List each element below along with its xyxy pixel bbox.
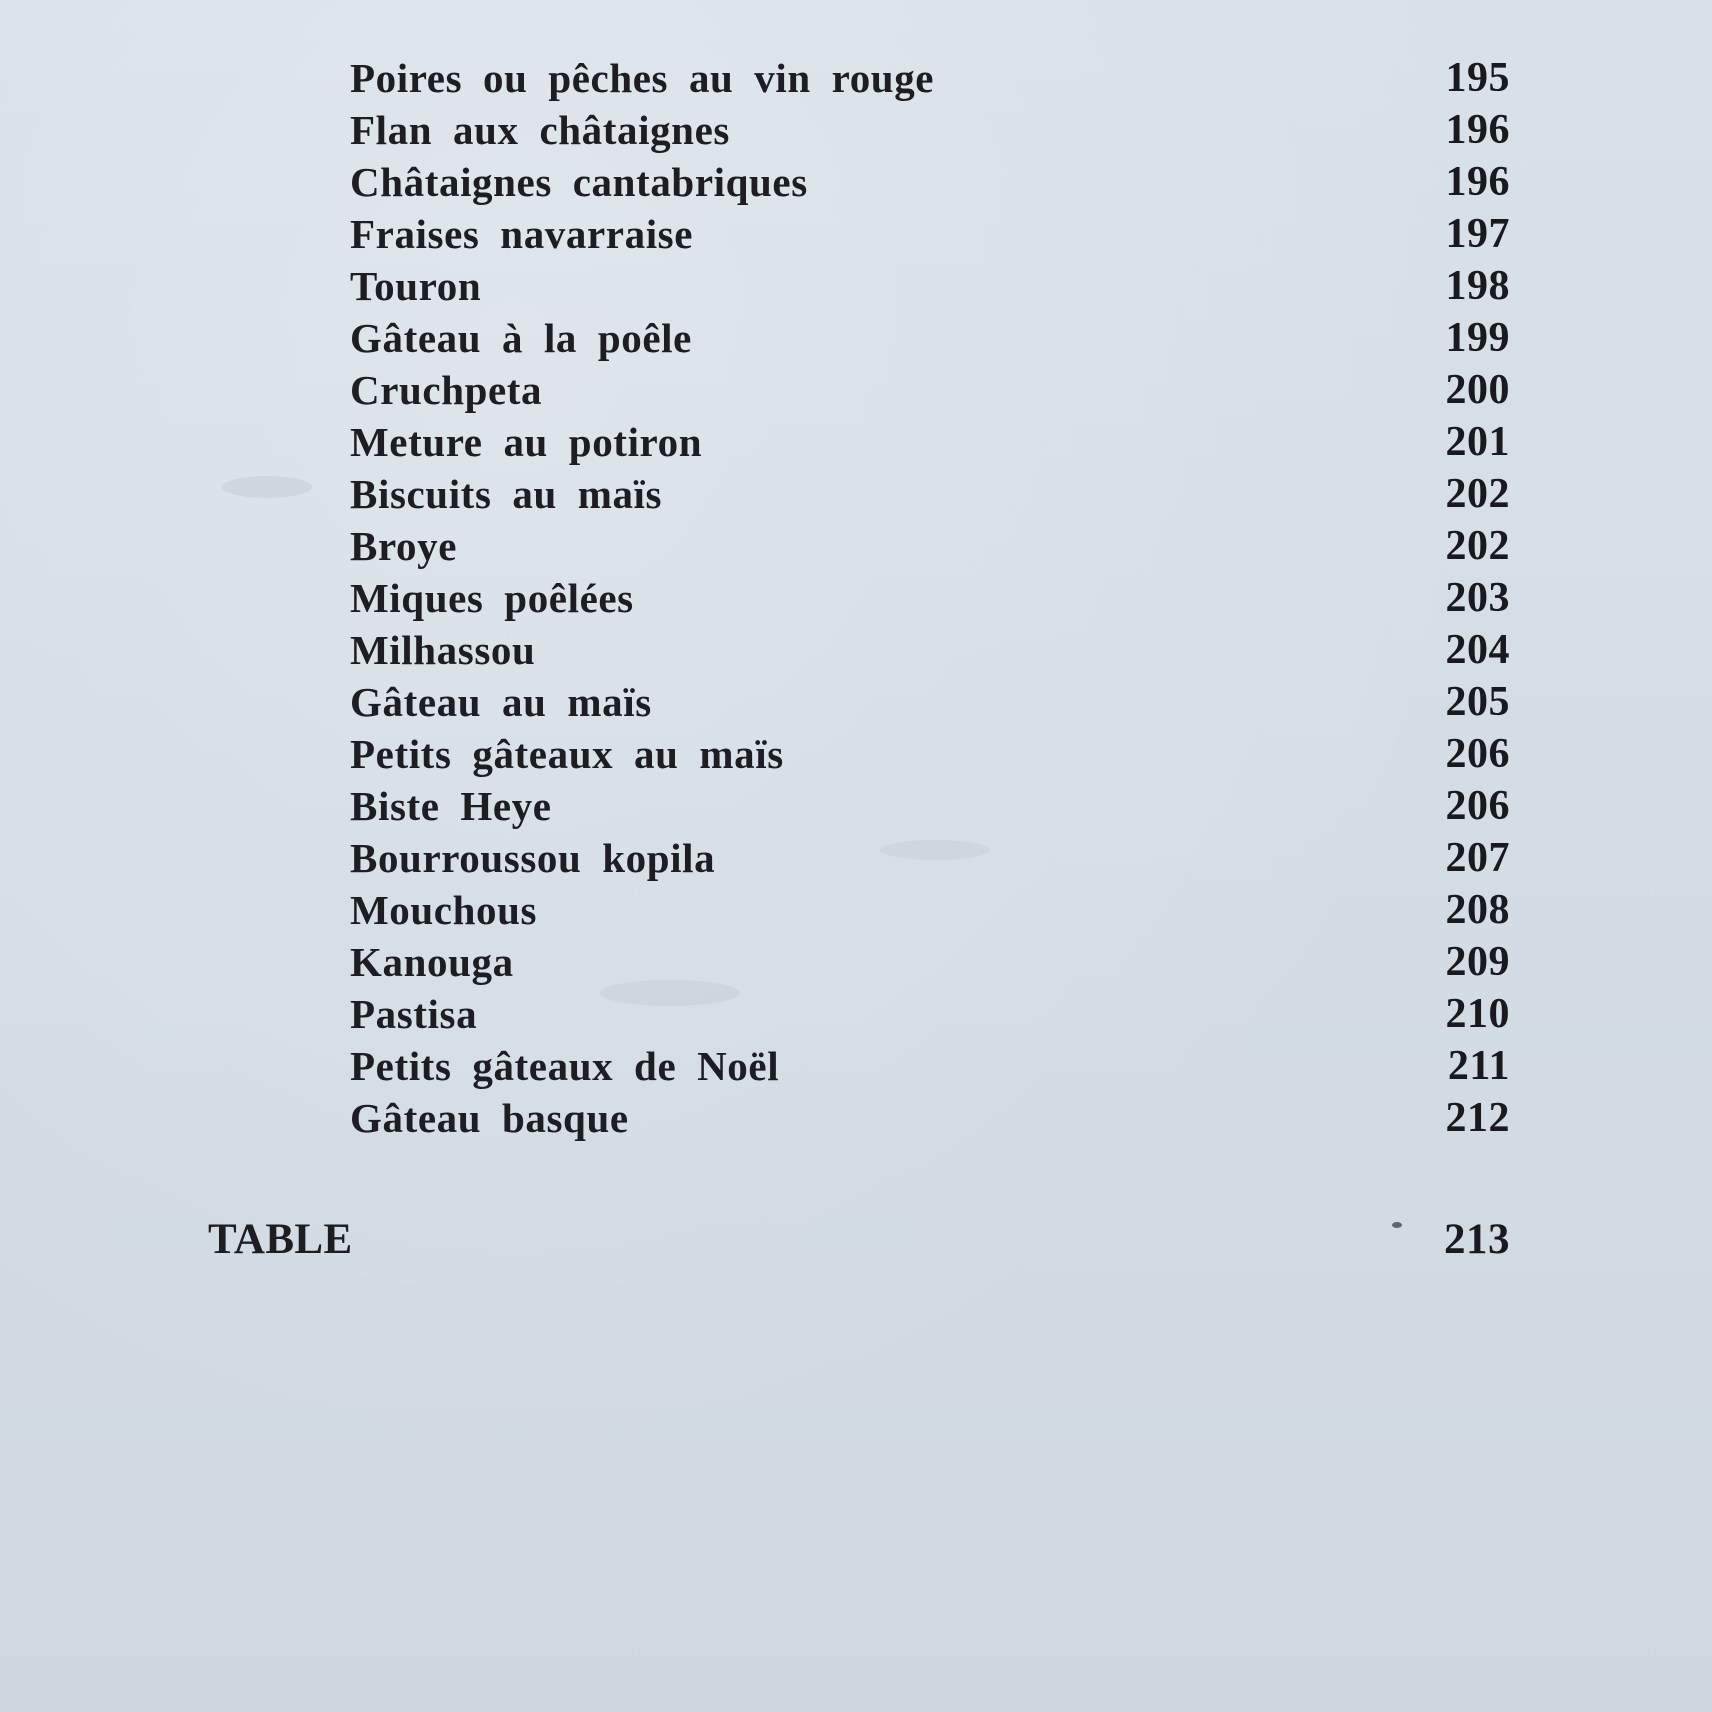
toc-entry — [350, 468, 1510, 520]
toc-entry-title: Kanouga — [350, 939, 514, 985]
toc-entry-title: Biste Heye — [350, 783, 552, 829]
toc-entry-title: Gâteau basque — [350, 1095, 629, 1141]
toc-entry-page: 197 — [1445, 211, 1510, 257]
toc-entry-page: 199 — [1445, 315, 1510, 361]
toc-entry-title: Broye — [350, 523, 458, 569]
toc-entry-title: Mouchous — [350, 887, 538, 933]
toc-entry-title: Miques poêlées — [350, 575, 634, 621]
toc-entry — [350, 780, 1510, 832]
toc-entry-title: Pastisa — [350, 991, 478, 1037]
toc-final-title: TABLE — [208, 1216, 353, 1263]
toc-entry-page: 204 — [1445, 627, 1510, 673]
toc-entry — [350, 312, 1510, 364]
toc-entry-page: 200 — [1445, 367, 1510, 413]
toc-entry — [350, 416, 1510, 468]
toc-entry-page: 195 — [1445, 55, 1510, 101]
toc-entry-page: 202 — [1445, 471, 1510, 517]
toc-final-page: 213 — [1444, 1216, 1510, 1263]
toc-entry-page: 209 — [1445, 939, 1510, 985]
toc-final-entry — [208, 1212, 1510, 1268]
toc-entry-page: 205 — [1445, 679, 1510, 725]
toc-entry — [350, 572, 1510, 624]
toc-entry-page: 196 — [1445, 107, 1510, 153]
toc-entry — [350, 624, 1510, 676]
toc-entry-title: Poires ou pêches au vin rouge — [350, 55, 935, 101]
toc-entry — [350, 936, 1510, 988]
toc-entry-title: Milhassou — [350, 627, 536, 673]
toc-entry — [350, 988, 1510, 1040]
toc-entry-title: Gâteau à la poêle — [350, 315, 692, 361]
toc-entry-title: Meture au potiron — [350, 419, 703, 465]
paper-speck — [880, 840, 990, 860]
toc-entry-title: Petits gâteaux au maïs — [350, 731, 784, 777]
toc-entry — [350, 884, 1510, 936]
toc-entry-title: Fraises navarraise — [350, 211, 694, 257]
toc-entry — [350, 676, 1510, 728]
toc-entry-page: 206 — [1445, 731, 1510, 777]
toc-entry-title: Flan aux châtaignes — [350, 107, 730, 153]
toc-entry-page: 201 — [1445, 419, 1510, 465]
toc-entry — [350, 156, 1510, 208]
toc-entry-title: Touron — [350, 263, 482, 309]
toc-entry-page: 212 — [1445, 1095, 1510, 1141]
toc-entry-page: 196 — [1445, 159, 1510, 205]
toc-entry-title: Biscuits au maïs — [350, 471, 663, 517]
toc-entry-title: Cruchpeta — [350, 367, 543, 413]
toc-entry-title: Petits gâteaux de Noël — [350, 1043, 780, 1089]
toc-entry-title: Gâteau au maïs — [350, 679, 652, 725]
toc-entry — [350, 1092, 1510, 1144]
toc-entry-page: 203 — [1445, 575, 1510, 621]
toc-entry-page: 202 — [1445, 523, 1510, 569]
toc-entry-title: Bourroussou kopila — [350, 835, 716, 881]
toc-entry — [350, 208, 1510, 260]
toc-entry-page: 198 — [1445, 263, 1510, 309]
paper-speck — [222, 476, 312, 498]
paper-speck — [600, 980, 740, 1006]
toc-entry — [350, 104, 1510, 156]
toc-entry — [350, 728, 1510, 780]
toc-entry — [350, 520, 1510, 572]
table-of-contents — [350, 52, 1510, 1144]
toc-entry-page: 206 — [1445, 783, 1510, 829]
toc-entry-page: 207 — [1445, 835, 1510, 881]
toc-entry — [350, 260, 1510, 312]
toc-entry — [350, 1040, 1510, 1092]
toc-entry-page: 211 — [1447, 1043, 1510, 1089]
toc-entry-page: 208 — [1445, 887, 1510, 933]
toc-entry-page: 210 — [1445, 991, 1510, 1037]
toc-entry-title: Châtaignes cantabriques — [350, 159, 808, 205]
toc-entry — [350, 364, 1510, 416]
paper-speck — [1392, 1222, 1402, 1228]
toc-entry — [350, 52, 1510, 104]
